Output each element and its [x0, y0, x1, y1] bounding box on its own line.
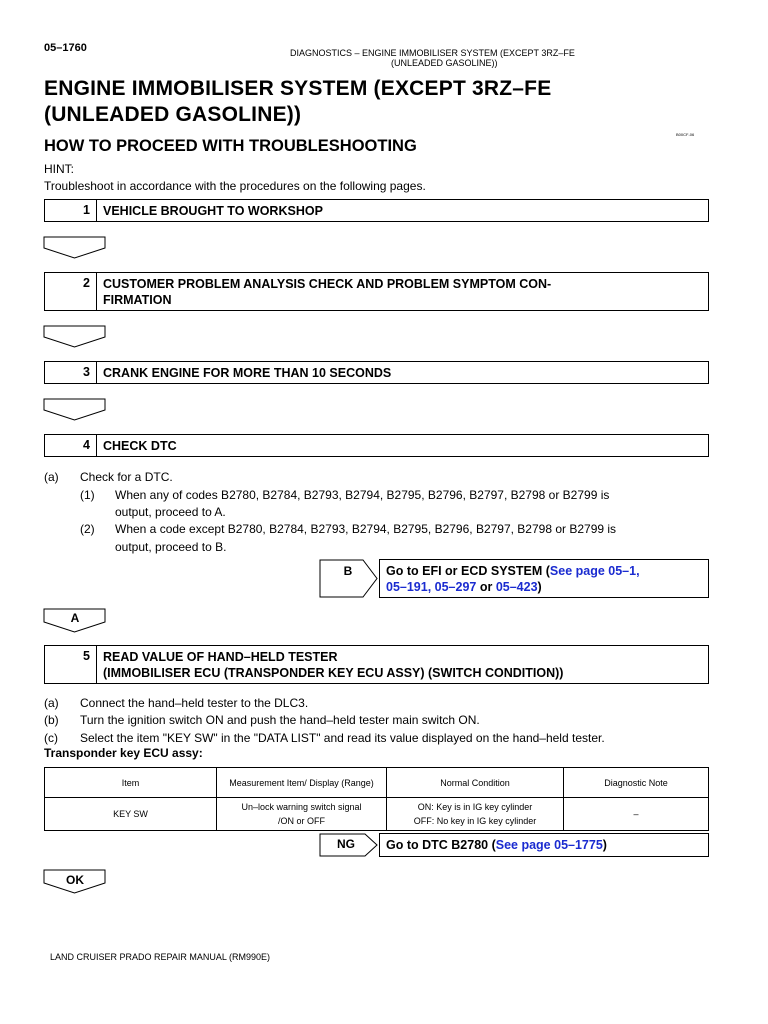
- step-3-box: [44, 361, 709, 384]
- table-row: [45, 798, 709, 831]
- footer-manual-title: LAND CRUISER PRADO REPAIR MANUAL (RM990E): [50, 952, 271, 962]
- step-2-title: [97, 273, 557, 310]
- table-cell-measurement-line1: Un–lock warning switch signal: [241, 802, 362, 812]
- hint-text: Troubleshoot in accordance with the procedures on the following pages.: [44, 179, 426, 193]
- step-4-item-1-line2: output, proceed to A.: [115, 505, 226, 519]
- result-b-link-1[interactable]: See page 05–1,: [549, 564, 640, 578]
- flow-arrow-2: [43, 325, 107, 349]
- step-1-box: [44, 199, 709, 222]
- data-list-table: [44, 767, 709, 831]
- result-ok-label: OK: [66, 873, 84, 887]
- table-header-normal: Normal Condition: [387, 768, 564, 798]
- result-ng-link[interactable]: See page 05–1775: [495, 838, 603, 852]
- result-ng-label: NG: [337, 837, 355, 851]
- step-4-item-1-line1: When any of codes B2780, B2784, B2793, B2794, B2795, B2796, B2797, B2798 or B2799 is: [115, 488, 610, 502]
- step-3-number: 3: [45, 362, 97, 383]
- table-cell-normal-line1: ON: Key is in IG key cylinder: [417, 802, 533, 812]
- result-b-mid: or: [476, 580, 496, 594]
- page-title-line1: ENGINE IMMOBILISER SYSTEM (EXCEPT 3RZ–FE: [44, 77, 552, 100]
- step-5-number: 5: [45, 646, 97, 683]
- step-5-title-line1: READ VALUE OF HAND–HELD TESTER: [103, 650, 338, 664]
- step-5-c-label: (c): [44, 731, 58, 745]
- step-2-number: 2: [45, 273, 97, 310]
- table-cell-measurement: [217, 798, 387, 831]
- result-b-link-3[interactable]: 05–423: [495, 580, 538, 594]
- step-4-number: 4: [45, 435, 97, 456]
- step-5-b-text: Turn the ignition switch ON and push the hand–held tester main switch ON.: [80, 713, 480, 727]
- step-2-title-line1: CUSTOMER PROBLEM ANALYSIS CHECK AND PROBLEM SYMPTOM CON-: [103, 277, 552, 291]
- step-5-box: [44, 645, 709, 684]
- table-cell-item: KEY SW: [45, 798, 217, 831]
- table-cell-note: –: [564, 798, 709, 831]
- table-header-row: [45, 768, 709, 798]
- result-b-close: ): [537, 580, 542, 594]
- step-5-a-text: Connect the hand–held tester to the DLC3.: [80, 696, 309, 710]
- page-number: 05–1760: [44, 42, 87, 54]
- table-header-measurement: Measurement Item/ Display (Range): [217, 768, 387, 798]
- result-b-box: [379, 559, 709, 598]
- step-4-a-label: (a): [44, 470, 59, 484]
- flow-arrow-3: [43, 398, 107, 422]
- section-subtitle: HOW TO PROCEED WITH TROUBLESHOOTING: [44, 137, 417, 155]
- table-cell-normal: [387, 798, 564, 831]
- table-cell-measurement-line2: /ON or OFF: [278, 816, 325, 826]
- step-4-item-2-label: (2): [80, 522, 95, 536]
- page-title-line2: (UNLEADED GASOLINE)): [44, 103, 302, 126]
- step-4-box: [44, 434, 709, 457]
- section-header-line2: (UNLEADED GASOLINE)): [391, 58, 498, 68]
- hint-label: HINT:: [44, 162, 74, 176]
- figure-code: B00CF-06: [676, 132, 695, 137]
- step-5-c-text: Select the item "KEY SW" in the "DATA LIST" and read its value displayed on the hand–held tester.: [80, 731, 605, 745]
- section-header-line1: DIAGNOSTICS – ENGINE IMMOBILISER SYSTEM (EXCEPT 3RZ–FE: [290, 48, 575, 58]
- step-5-title: [97, 646, 569, 683]
- flow-arrow-1: [43, 236, 107, 260]
- table-cell-normal-line2: OFF: No key in IG key cylinder: [413, 816, 537, 826]
- result-a-label: A: [70, 611, 80, 625]
- step-3-title: CRANK ENGINE FOR MORE THAN 10 SECONDS: [103, 366, 392, 380]
- section-header: [290, 48, 575, 68]
- result-ng-close: ): [602, 838, 607, 852]
- step-4-title: CHECK DTC: [103, 439, 177, 453]
- step-5-a-label: (a): [44, 696, 59, 710]
- result-b-link-2[interactable]: 05–191, 05–297: [386, 580, 477, 594]
- table-header-note: Diagnostic Note: [564, 768, 709, 798]
- table-header-item: Item: [45, 768, 217, 798]
- page-title: [44, 76, 551, 128]
- step-4-item-2-line2: output, proceed to B.: [115, 540, 227, 554]
- step-4-item-2-line1: When a code except B2780, B2784, B2793, B2794, B2795, B2796, B2797, B2798 or B2799 is: [115, 522, 617, 536]
- result-ng-text: Go to DTC B2780 (: [386, 838, 496, 852]
- step-2-box: [44, 272, 709, 311]
- step-5-b-label: (b): [44, 713, 59, 727]
- table-caption: Transponder key ECU assy:: [44, 746, 203, 760]
- step-4-item-1-label: (1): [80, 488, 95, 502]
- result-b-label: B: [343, 564, 353, 578]
- result-ng-box: [379, 833, 709, 857]
- step-4-a-text: Check for a DTC.: [80, 470, 173, 484]
- step-1-title: VEHICLE BROUGHT TO WORKSHOP: [103, 204, 323, 218]
- step-5-title-line2: (IMMOBILISER ECU (TRANSPONDER KEY ECU ASSY) (SWITCH CONDITION)): [103, 666, 564, 680]
- result-b-text: Go to EFI or ECD SYSTEM (: [386, 564, 550, 578]
- step-2-title-line2: FIRMATION: [103, 293, 172, 307]
- step-1-number: 1: [45, 200, 97, 221]
